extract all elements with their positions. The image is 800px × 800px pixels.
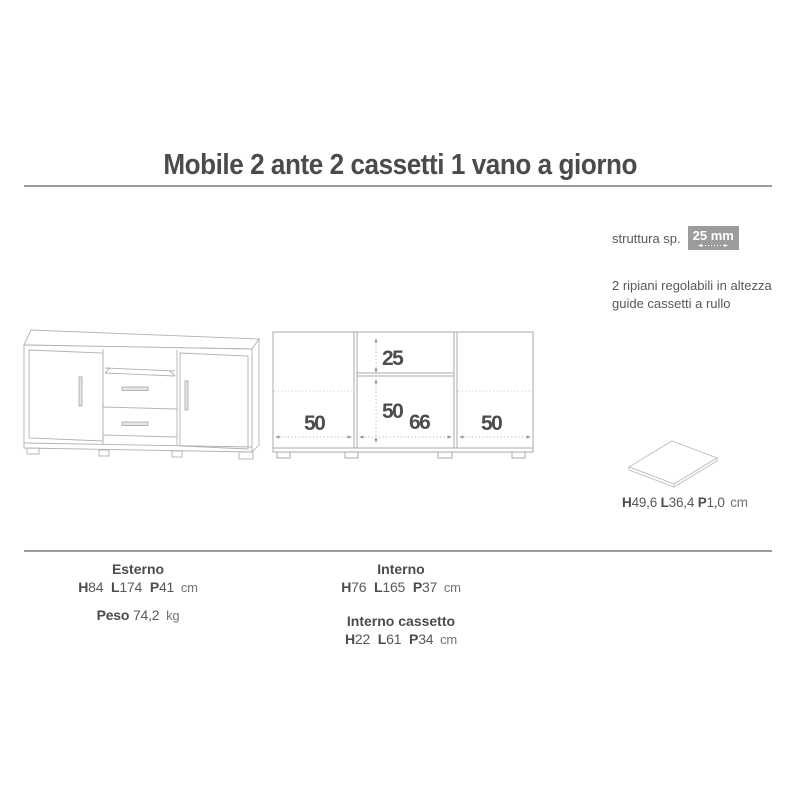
internal-unit: cm [443,580,461,595]
p-label: P [149,579,159,595]
structure-thickness-row [612,226,739,250]
cabinet-front-drawing [17,323,267,465]
weight-row [18,606,258,625]
shelf-l-label: L [660,495,669,510]
external-h: 84 [88,579,104,595]
shelf-h-label: H [622,495,632,510]
drawer-specs-title: Interno cassetto [346,613,456,629]
dim-label-right-width: 50 [481,412,502,435]
drawer-h: 22 [354,631,371,647]
specs-divider [24,550,772,552]
dim-label-left-width: 50 [304,412,325,435]
structure-thickness-label: struttura sp. [612,230,681,246]
h-label: H [78,579,89,595]
right-door-handle [185,381,188,410]
shelf-p-value: 1,0 [706,495,725,510]
shelf-dimensions [622,495,782,510]
l-label: L [377,631,387,647]
internal-specs-column [281,560,521,649]
drawer2-handle [122,422,148,426]
page-title-text: Mobile 2 ante 2 cassetti 1 vano a giorno [163,149,637,181]
internal-l: 165 [382,579,406,595]
shelf-unit: cm [730,495,748,510]
structure-thickness-value: 25 mm [692,228,734,243]
title-divider [24,185,772,187]
p-label: P [412,579,422,595]
shelf-h-value: 49,6 [631,495,658,510]
shelf-l-value: 36,4 [668,495,695,510]
external-specs-title: Esterno [111,561,165,577]
internal-p: 37 [421,579,438,595]
dim-label-inner-height: 50 [382,400,403,423]
external-unit: cm [180,580,198,595]
shelf-panel-drawing [620,432,732,490]
external-p: 41 [158,579,175,595]
feature-drawer-guides: guide cassetti a rullo [612,296,731,311]
p-label: P [409,631,419,647]
page-title [0,149,800,182]
drawer1-handle [122,387,148,391]
l-label: L [374,579,383,595]
shelf-p-label: P [697,495,707,510]
external-l: 174 [119,579,143,595]
dimension-schematic-drawing [270,329,536,465]
structure-thickness-badge [688,226,739,250]
badge-dimension-arrow-icon [698,243,728,248]
h-label: H [344,631,355,647]
internal-h: 76 [351,579,367,595]
drawer-dimensions [281,630,521,649]
dim-label-open-height: 25 [382,347,403,370]
drawer-p: 34 [418,631,434,647]
h-label: H [341,579,352,595]
feature-shelves: 2 ripiani regolabili in altezza [612,278,772,293]
external-specs-column [18,560,258,625]
l-label: L [111,579,120,595]
drawer-l: 61 [386,631,402,647]
internal-specs-title: Interno [377,561,425,577]
weight-unit: kg [166,608,180,623]
left-door-handle [79,377,82,406]
weight-label: Peso [96,607,130,623]
external-dimensions [18,578,258,597]
drawer-unit: cm [440,632,458,647]
internal-dimensions [281,578,521,597]
weight-value: 74,2 [132,607,160,623]
features-list [612,277,772,313]
dim-label-inner-width: 66 [409,411,430,434]
